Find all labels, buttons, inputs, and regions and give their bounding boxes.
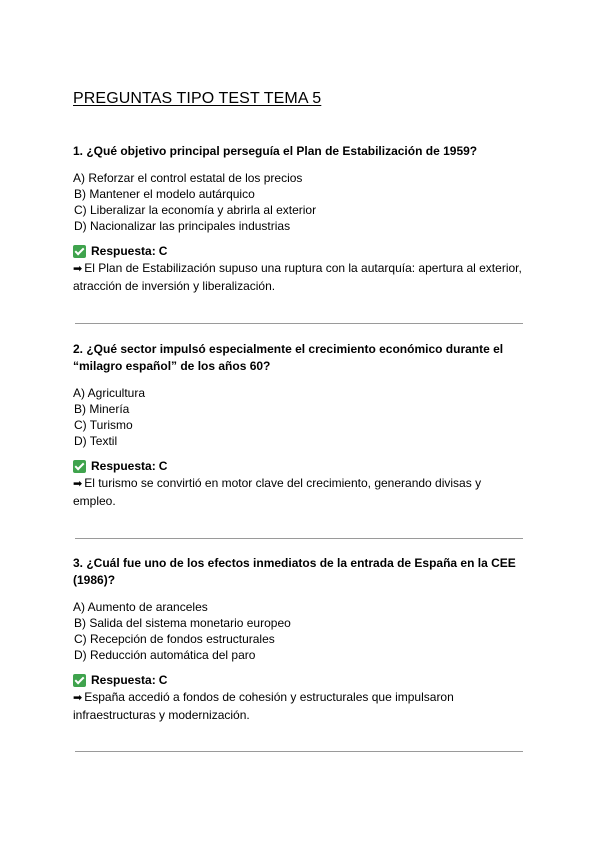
options-list [73, 599, 525, 663]
right-arrow-icon: ➡ [73, 478, 83, 490]
divider [75, 538, 523, 539]
right-arrow-icon: ➡ [73, 692, 83, 704]
answer-letter: C [158, 244, 168, 258]
option: D) Nacionalizar las principales industrias [74, 219, 291, 233]
option: D) Textil [74, 434, 118, 448]
answer-label: Respuesta: [91, 673, 156, 687]
question-block [73, 143, 525, 295]
divider [75, 323, 523, 324]
option: C) Recepción de fondos estructurales [74, 632, 275, 646]
answer-letter: C [158, 673, 168, 687]
option: B) Mantener el modelo autárquico [74, 187, 255, 201]
check-mark-icon [73, 460, 86, 473]
answer-letter: C [158, 459, 168, 473]
page-title: PREGUNTAS TIPO TEST TEMA 5 [73, 90, 322, 107]
answer-block [73, 243, 525, 295]
option: C) Turismo [74, 418, 133, 432]
answer-explanation: El Plan de Estabilización supuso una ruptura con la autarquía: apertura al exterior, atracción de inversión y liberalización. [73, 261, 522, 293]
option: A) Agricultura [73, 386, 146, 400]
option: B) Salida del sistema monetario europeo [74, 616, 291, 630]
right-arrow-icon: ➡ [73, 263, 83, 275]
option: A) Aumento de aranceles [73, 600, 208, 614]
option: C) Liberalizar la economía y abrirla al exterior [74, 203, 317, 217]
question-text: 3. ¿Cuál fue uno de los efectos inmediatos de la entrada de España en la CEE (1986)? [73, 556, 516, 587]
divider [75, 751, 523, 752]
answer-label: Respuesta: [91, 459, 156, 473]
check-mark-icon [73, 245, 86, 258]
option: A) Reforzar el control estatal de los precios [73, 171, 303, 185]
answer-explanation: El turismo se convirtió en motor clave del crecimiento, generando divisas y empleo. [73, 476, 482, 508]
answer-label: Respuesta: [91, 244, 156, 258]
answer-block [73, 458, 525, 510]
options-list [73, 385, 525, 449]
option: D) Reducción automática del paro [74, 648, 256, 662]
question-text: 2. ¿Qué sector impulsó especialmente el crecimiento económico durante el “milagro español” de los años 60? [73, 342, 504, 373]
question-block [73, 555, 525, 724]
question-block [73, 341, 525, 510]
answer-explanation: España accedió a fondos de cohesión y estructurales que impulsaron infraestructuras y modernización. [73, 690, 454, 722]
option: B) Minería [74, 402, 130, 416]
answer-block [73, 672, 525, 724]
options-list [73, 170, 525, 234]
question-text: 1. ¿Qué objetivo principal perseguía el Plan de Estabilización de 1959? [73, 144, 478, 158]
check-mark-icon [73, 674, 86, 687]
